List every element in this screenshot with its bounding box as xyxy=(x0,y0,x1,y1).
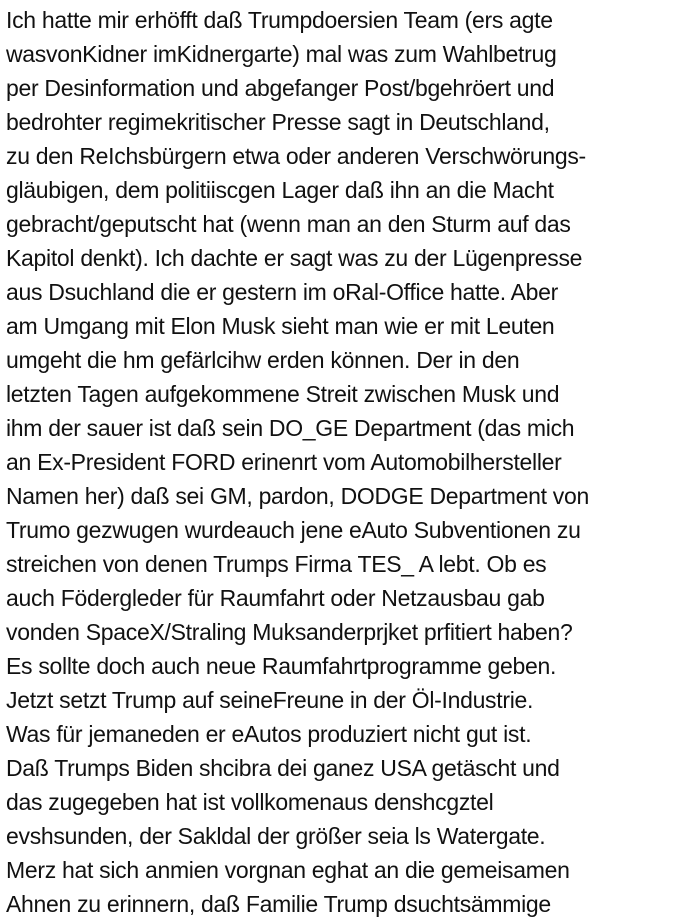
text-line: am Umgang mit Elon Musk sieht man wie er mit Leuten xyxy=(6,313,555,339)
text-line: Jetzt setzt Trump auf seineFreune in der Öl-Industrie. xyxy=(6,687,534,713)
text-line: auch Födergleder für Raumfahrt oder Netzausbau gab xyxy=(6,585,545,611)
text-line: an Ex-President FORD erinenrt vom Automobilhersteller xyxy=(6,449,562,475)
text-line: Was für jemaneden er eAutos produziert nicht gut ist. xyxy=(6,721,532,747)
text-line: wasvonKidner imKidnergarte) mal was zum Wahlbetrug xyxy=(6,41,557,67)
text-line: vonden SpaceX/Straling Muksanderprjket prfitiert haben? xyxy=(6,619,573,645)
text-line: Daß Trumps Biden shcibra dei ganez USA getäscht und xyxy=(6,755,560,781)
text-line: Trumo gezwugen wurdeauch jene eAuto Subventionen zu xyxy=(6,517,581,543)
text-line: streichen von denen Trumps Firma TES_ A lebt. Ob es xyxy=(6,551,547,577)
text-line: Kapitol denkt). Ich dachte er sagt was zu der Lügenpresse xyxy=(6,245,583,271)
document-text xyxy=(6,3,682,920)
text-line: ihm der sauer ist daß sein DO_GE Department (das mich xyxy=(6,415,575,441)
text-line: per Desinformation und abgefanger Post/bgehröert und xyxy=(6,75,555,101)
text-line: das zugegeben hat ist vollkomenaus denshcgztel xyxy=(6,789,494,815)
text-line: gebracht/geputscht hat (wenn man an den Sturm auf das xyxy=(6,211,571,237)
text-line: evshsunden, der Sakldal der größer seia ls Watergate. xyxy=(6,823,546,849)
text-line: umgeht die hm gefärlcihw erden können. Der in den xyxy=(6,347,520,373)
text-line: Ahnen zu erinnern, daß Familie Trump dsuchtsämmige xyxy=(6,891,551,917)
text-line: aus Dsuchland die er gestern im oRal-Office hatte. Aber xyxy=(6,279,558,305)
text-line: Namen her) daß sei GM, pardon, DODGE Department von xyxy=(6,483,589,509)
text-line: zu den ReIchsbürgern etwa oder anderen Verschwörungs- xyxy=(6,143,586,169)
text-line: bedrohter regimekritischer Presse sagt in Deutschland, xyxy=(6,109,550,135)
text-line: gläubigen, dem politiiscgen Lager daß ihn an die Macht xyxy=(6,177,554,203)
text-line: letzten Tagen aufgekommene Streit zwischen Musk und xyxy=(6,381,560,407)
text-line: Ich hatte mir erhöfft daß Trumpdoersien Team (ers agte xyxy=(6,7,553,33)
text-line: Es sollte doch auch neue Raumfahrtprogramme geben. xyxy=(6,653,557,679)
text-line: Merz hat sich anmien vorgnan eghat an die gemeisamen xyxy=(6,857,570,883)
